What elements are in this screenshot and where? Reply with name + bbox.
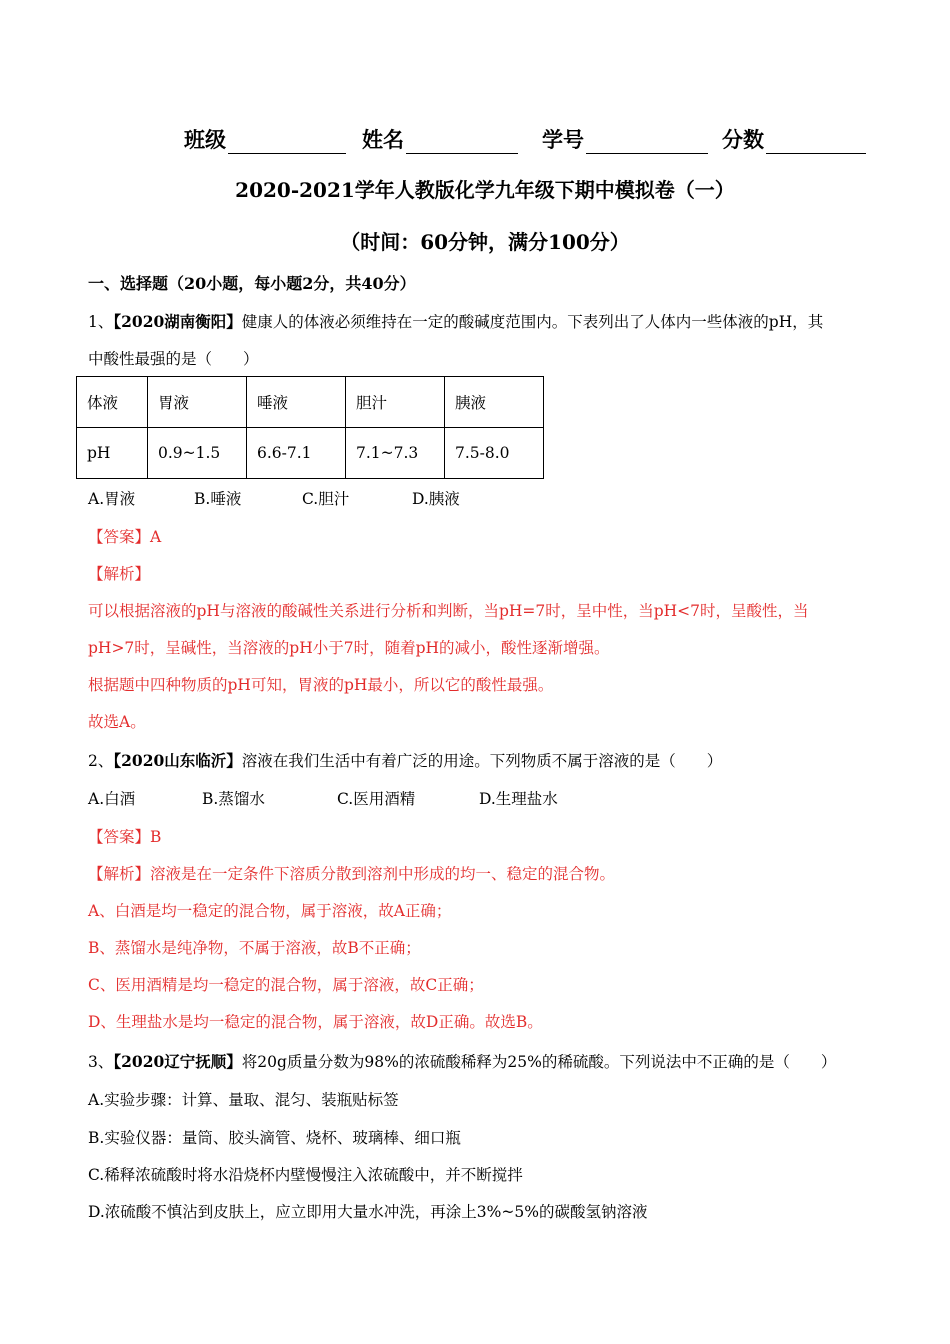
q2-option-a[interactable]: A.白酒: [88, 790, 136, 808]
q2-option-c[interactable]: C.医用酒精: [337, 790, 416, 808]
student-id-blank[interactable]: [586, 129, 708, 154]
q1-answer: 【答案】A: [88, 528, 162, 546]
class-blank[interactable]: [228, 129, 346, 154]
q2-number: 2、: [88, 752, 114, 770]
table-cell: 体液: [77, 377, 148, 428]
q2-analysis-text: 溶液是在一定条件下溶质分散到溶剂中形成的均一、稳定的混合物。: [150, 865, 616, 883]
section-heading: 一、选择题（20小题，每小题2分，共40分）: [88, 274, 416, 293]
student-id-label: 学号: [542, 127, 584, 152]
score-field: [722, 124, 866, 154]
q1-number: 1、: [88, 313, 114, 331]
table-cell: pH: [77, 428, 148, 479]
q1-option-a[interactable]: A.胃液: [88, 490, 136, 508]
q1-source: 【2020湖南衡阳】: [113, 312, 242, 331]
name-field: [362, 124, 518, 154]
table-row: [77, 377, 544, 428]
q1-analysis-line: 可以根据溶液的pH与溶液的酸碱性关系进行分析和判断，当pH=7时，呈中性，当pH<7时，呈酸性，当: [88, 602, 809, 620]
q1-analysis-line: 根据题中四种物质的pH可知，胃液的pH最小，所以它的酸性最强。: [88, 676, 554, 694]
q1-option-c[interactable]: C.胆汁: [302, 490, 350, 508]
q1-analysis-label: 【解析】: [88, 565, 151, 583]
table-cell: 7.5-8.0: [445, 428, 544, 479]
q1-analysis-line: pH>7时，呈碱性，当溶液的pH小于7时，随着pH的减小，酸性逐渐增强。: [88, 639, 610, 657]
q2-analysis-line: D、生理盐水是均一稳定的混合物，属于溶液，故D正确。故选B。: [88, 1013, 543, 1031]
table-cell: 胰液: [445, 377, 544, 428]
q1-stem-line1: [88, 310, 823, 332]
q2-analysis-line: A、白酒是均一稳定的混合物，属于溶液，故A正确；: [88, 902, 452, 920]
name-blank[interactable]: [406, 129, 518, 154]
q1-options: [88, 487, 460, 509]
q2-options: [88, 787, 558, 809]
q2-stem: [88, 749, 722, 771]
table-cell: 唾液: [247, 377, 346, 428]
q3-option-b[interactable]: B.实验仪器：量筒、胶头滴管、烧杯、玻璃棒、细口瓶: [88, 1129, 461, 1147]
q2-analysis-line: C、医用酒精是均一稳定的混合物，属于溶液，故C正确；: [88, 976, 484, 994]
q2-stem-text: 溶液在我们生活中有着广泛的用途。下列物质不属于溶液的是（ ）: [241, 752, 723, 770]
table-row: [77, 428, 544, 479]
q3-number: 3、: [88, 1053, 114, 1071]
q2-option-d[interactable]: D.生理盐水: [479, 790, 558, 808]
table-cell: 胆汁: [346, 377, 445, 428]
exam-title: 2020-2021学年人教版化学九年级下期中模拟卷（一）: [235, 178, 735, 202]
ph-table: [76, 376, 544, 479]
q1-option-b[interactable]: B.唾液: [194, 490, 242, 508]
q2-source: 【2020山东临沂】: [113, 751, 242, 770]
q3-source: 【2020辽宁抚顺】: [113, 1052, 242, 1071]
q1-stem-text: 健康人的体液必须维持在一定的酸碱度范围内。下表列出了人体内一些体液的pH，其: [241, 313, 824, 331]
q3-option-c[interactable]: C.稀释浓硫酸时将水沿烧杯内壁慢慢注入浓硫酸中，并不断搅拌: [88, 1166, 523, 1184]
table-cell: 0.9~1.5: [148, 428, 247, 479]
name-label: 姓名: [362, 127, 404, 152]
score-label: 分数: [722, 127, 764, 152]
q2-option-b[interactable]: B.蒸馏水: [202, 790, 265, 808]
student-info-line: [184, 124, 874, 158]
q3-option-a[interactable]: A.实验步骤：计算、量取、混匀、装瓶贴标签: [88, 1091, 399, 1109]
q2-answer: 【答案】B: [88, 828, 162, 846]
q3-option-d[interactable]: D.浓硫酸不慎沾到皮肤上，应立即用大量水冲洗，再涂上3%~5%的碳酸氢钠溶液: [88, 1203, 648, 1221]
q1-option-d[interactable]: D.胰液: [412, 490, 460, 508]
q2-analysis-line: B、蒸馏水是纯净物，不属于溶液，故B不正确；: [88, 939, 421, 957]
q2-analysis-first: [88, 862, 615, 884]
q3-stem-text: 将20g质量分数为98%的浓硫酸稀释为25%的稀硫酸。下列说法中不正确的是（ ）: [241, 1053, 837, 1071]
table-cell: 7.1~7.3: [346, 428, 445, 479]
class-field: [184, 124, 346, 154]
q3-stem: [88, 1050, 836, 1072]
student-id-field: [542, 124, 708, 154]
table-cell: 胃液: [148, 377, 247, 428]
q1-analysis-line: 故选A。: [88, 713, 146, 731]
score-blank[interactable]: [766, 129, 866, 154]
exam-subtitle: （时间：60分钟，满分100分）: [340, 230, 630, 254]
class-label: 班级: [184, 127, 226, 152]
q1-stem-line2: 中酸性最强的是（ ）: [88, 350, 259, 368]
table-cell: 6.6-7.1: [247, 428, 346, 479]
q2-analysis-label: 【解析】: [88, 865, 151, 883]
